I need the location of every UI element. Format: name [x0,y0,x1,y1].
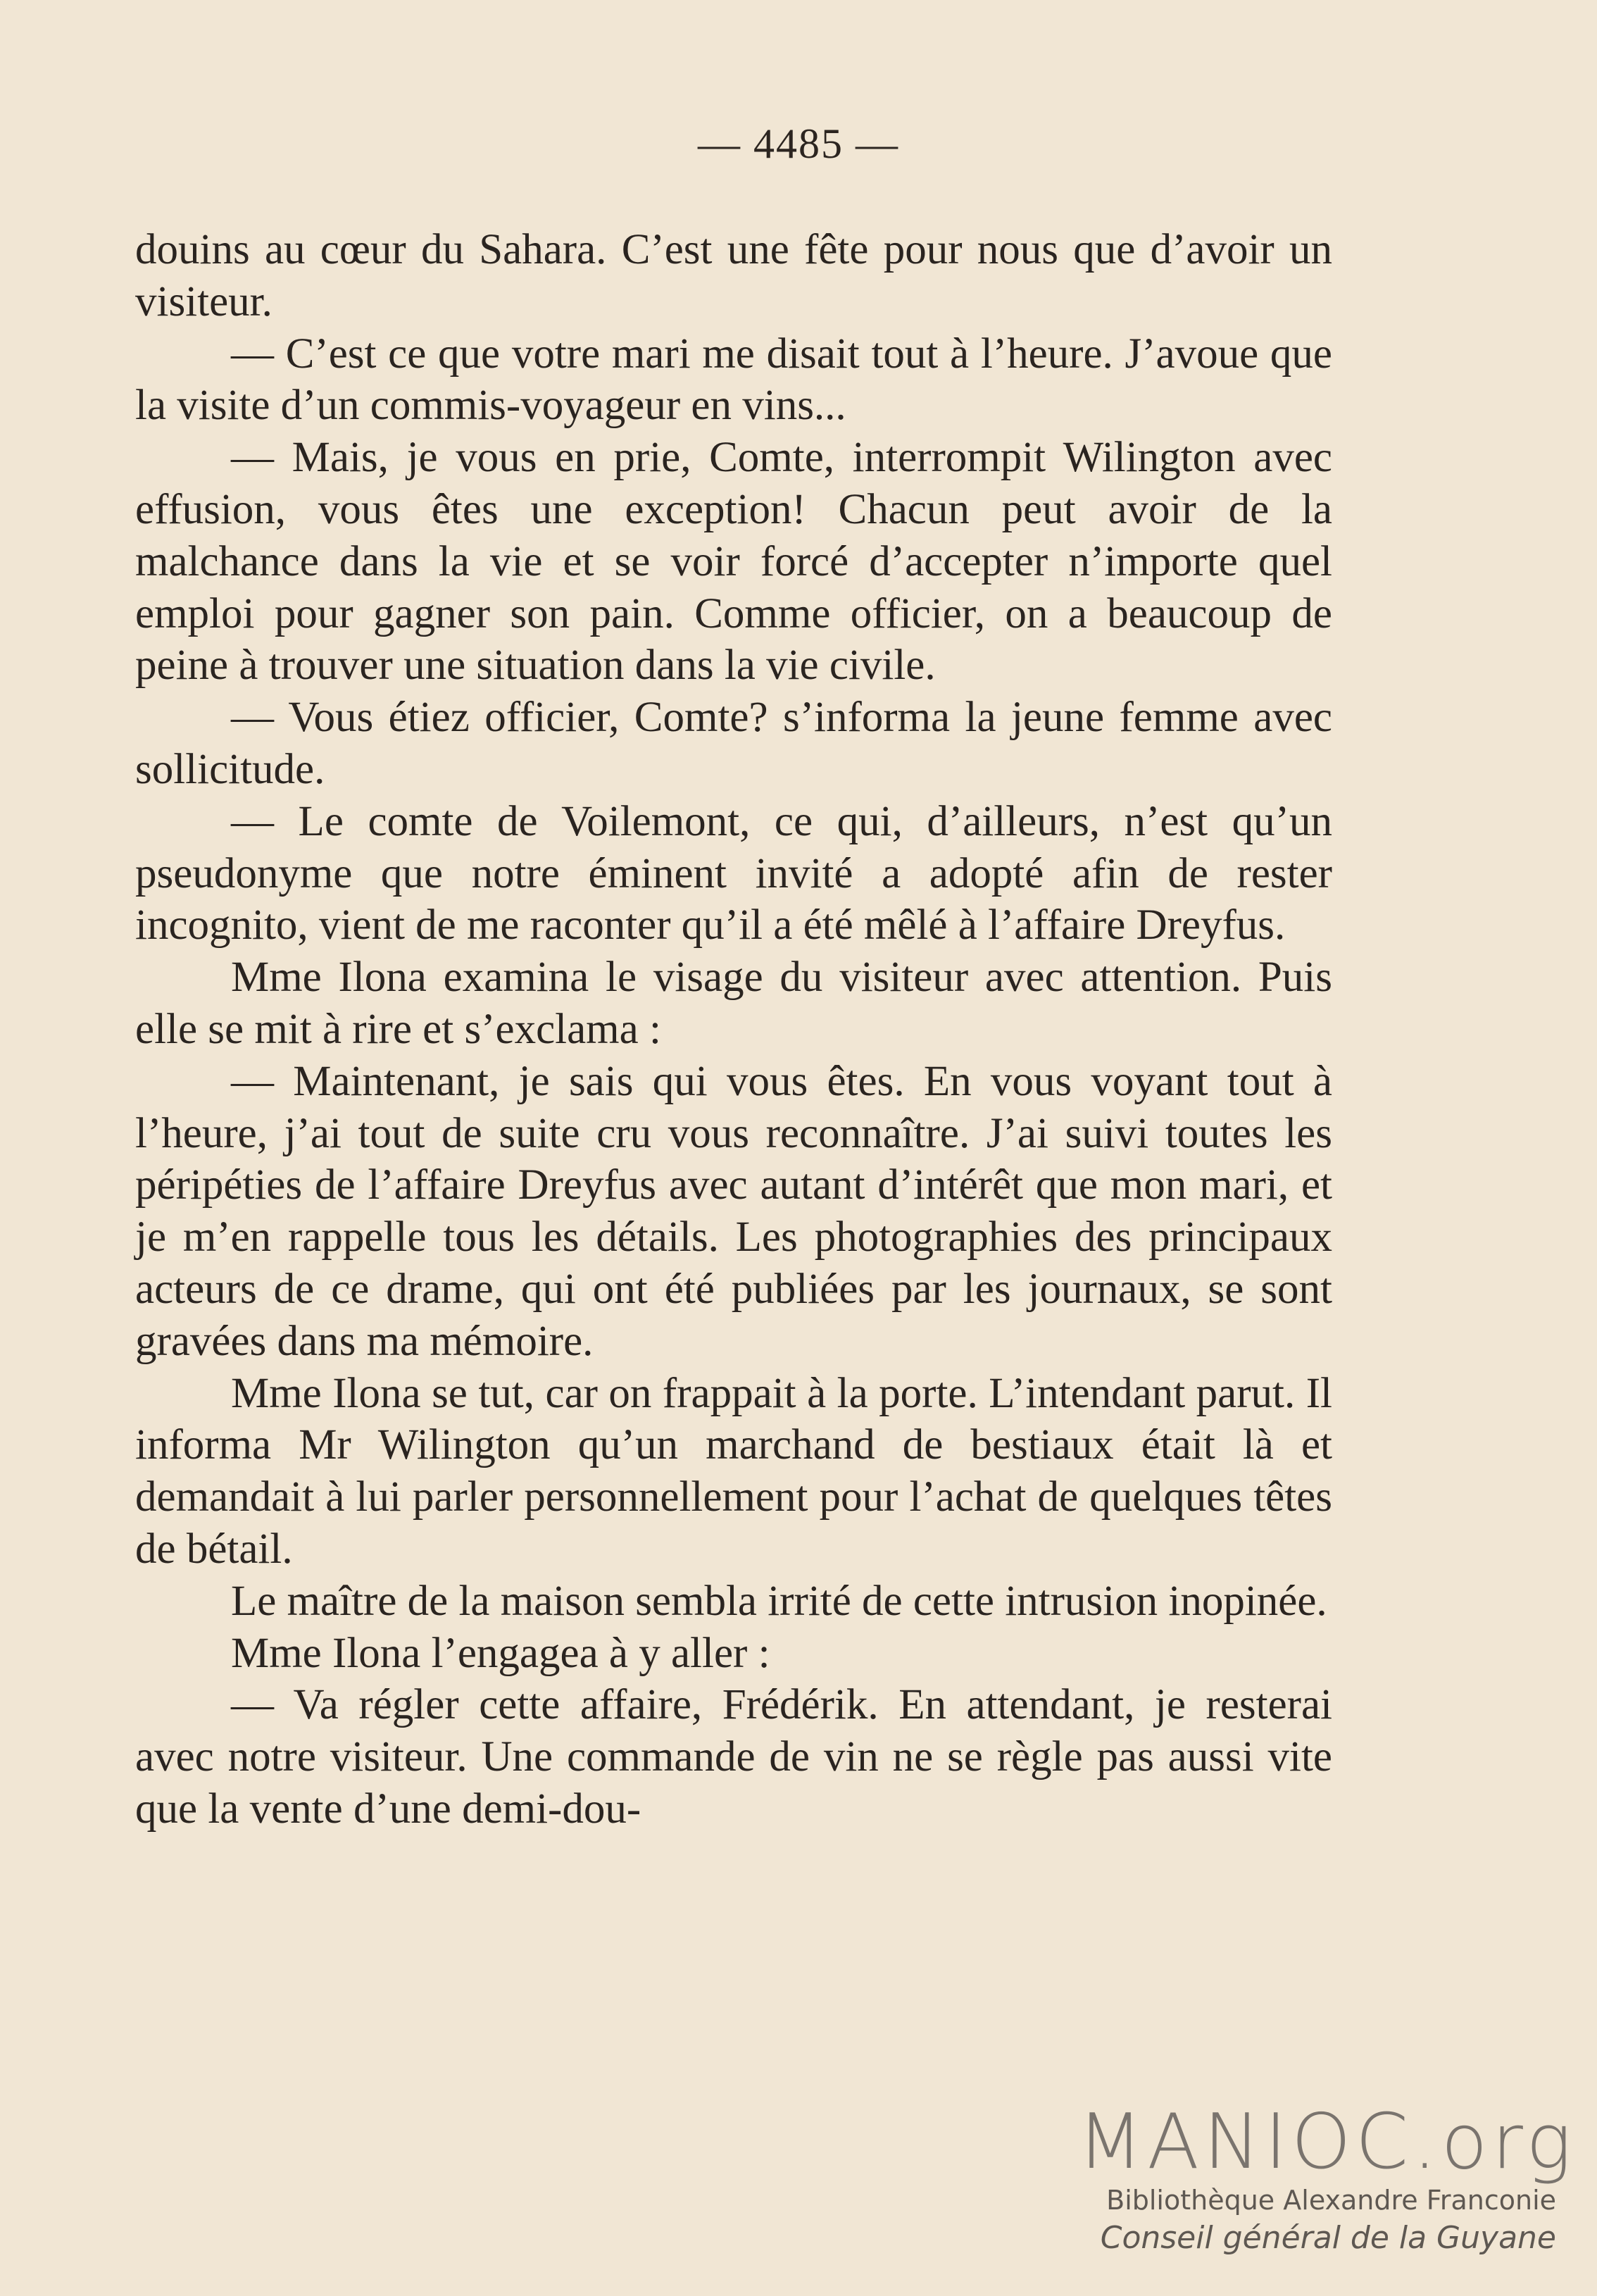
paragraph: — Va régler cette affaire, Frédérik. En attendant, je resterai avec notre visiteur. Une commande de vin ne se règle pas aussi vite que la vente d’une demi-dou- [135,1681,1332,1833]
watermark-council: Conseil général de la Guyane [1100,2220,1556,2256]
paragraph: — Vous étiez officier, Comte? s’informa la jeune femme avec sollicitude. [135,694,1332,793]
paragraph: — Mais, je vous en prie, Comte, interrompit Wilington avec effusion, vous êtes une exception! Chacun peut avoir de la malchance dans la vie et se voir forcé d’accepter n’importe quel emploi pour gagner son pain. Comme officier, on a beaucoup de peine à trouver une situation dans la vie civile. [135,434,1332,690]
paragraph: — Le comte de Voilemont, ce qui, d’ailleurs, n’est qu’un pseudonyme que notre éminent invité a adopté afin de rester incognito, vient de me raconter qu’il a été mêlé à l’affaire Dreyfus. [135,797,1332,949]
paragraph: — C’est ce que votre mari me disait tout à l’heure. J’avoue que la visite d’un commis-voyageur en vins... [135,330,1332,430]
manioc-watermark [1077,2098,1576,2256]
paragraph: Mme Ilona l’engagea à y aller : [231,1629,770,1677]
body-text [135,224,1332,1835]
paragraph: Le maître de la maison sembla irrité de cette intrusion inopinée. [231,1577,1327,1625]
paragraph: Mme Ilona se tut, car on frappait à la porte. L’intendant parut. Il informa Mr Wilington qu’un marchand de bestiaux était là et demandait à lui parler personnellement pour l’achat de quelques têtes de bétail. [135,1369,1332,1573]
paragraph: — Maintenant, je sais qui vous êtes. En vous voyant tout à l’heure, j’ai tout de suite cru vous reconnaître. J’ai suivi toutes les péripéties de l’affaire Dreyfus avec autant d’intérêt que mon mari, et je m’en rappelle tous les détails. Les photographies des principaux acteurs de ce drame, qui ont été publiées par les journaux, se sont gravées dans ma mémoire. [135,1057,1332,1365]
page-number: — 4485 — [698,120,899,167]
paragraph: Mme Ilona examina le visage du visiteur avec attention. Puis elle se mit à rire et s’exclama : [135,954,1332,1053]
watermark-library: Bibliothèque Alexandre Franconie [1106,2185,1556,2216]
paragraph: douins au cœur du Sahara. C’est une fête pour nous que d’avoir un visiteur. [135,226,1332,325]
manioc-logo: MANIOC.org [1077,2098,1576,2186]
